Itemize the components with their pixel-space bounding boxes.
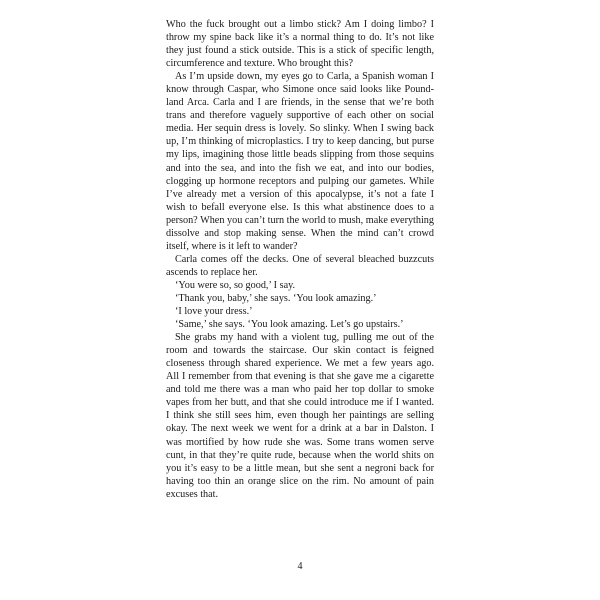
paragraph: She grabs my hand with a violent tug, pulling me out of the room and towards the staircase. Our skin contact is feigned closeness through shared experience. We met a few years ago. All I remember from that evening is that she gave me a cigarette and told me there was a man who paid her top dollar to smoke vapes from her butt, and that she could introduce me if I wanted. I think she still sees him, even though her paintings are selling okay. The next week we went for a drink at a bar in Dalston. I was mortified by how rude she was. Some trans women serve cunt, in that they’re quite rude, because when the world shits on you it’s easy to be a little mean, but she sent a negroni back for having too thin an orange slice on the rim. No amount of pain excuses that. [166,332,434,500]
dialogue-line: ‘You were so, so good,’ I say. [175,279,296,291]
page-number: 4 [297,561,303,572]
dialogue-line: ‘Thank you, baby,’ she says. ‘You look amazing.’ [175,292,377,304]
body-text [166,18,434,501]
paragraph: As I’m upside down, my eyes go to Carla, a Spanish woman I know through Caspar, who Simone once said looks like Poundland Arca. Carla and I are friends, in the sense that we’re both trans and therefore vaguely supportive of each other on social media. Her sequin dress is lovely. So slinky. When I swing back up, I’m thinking of microplastics. I try to keep dancing, but purse my lips, imagining those little beads slipping from those sequins and into the sea, and into the fish we eat, and into our bodies, clogging up hormone receptors and pulping our gametes. While I’ve already met a version of this apocalypse, it’s not a fate I wish to befall everyone else. Is this what abstinence does to a person? When you can’t turn the world to mush, make everything dissolve and stop making sense. When the mind can’t crowd itself, where is it left to wander? [166,71,434,252]
paragraph: Carla comes off the decks. One of several bleached buzzcuts ascends to replace her. [166,253,434,278]
dialogue-line: ‘I love your dress.’ [175,306,253,318]
dialogue-line: ‘Same,’ she says. ‘You look amazing. Let’s go upstairs.’ [175,319,404,331]
paragraph: Who the fuck brought out a limbo stick? Am I doing limbo? I throw my spine back like it’s a normal thing to do. It’s not like they just found a stick outside. This is a stick of specific length, circumference and texture. Who brought this? [166,19,434,70]
